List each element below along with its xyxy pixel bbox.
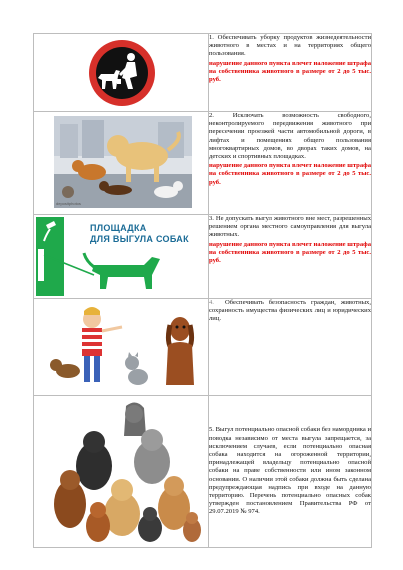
text-cell [209,215,372,299]
watermark-text: depositphotos [56,201,81,206]
text-cell [209,112,372,215]
sign-subtitle: ДЛЯ ВЫГУЛА СОБАК [90,234,189,244]
dogs-on-street-illustration [34,112,208,214]
image-cell [34,112,209,215]
pick-up-after-dog-icon [34,34,208,111]
table-row [34,34,372,112]
rule-text: 3. Не допускать выгул животного вне мест, разрешенных решением органа местного самоуправления для выгула животных. [209,215,371,239]
penalty-text: нарушение данного пункта влечет наложение штрафа на собственника животного в размере от 2 до 5 тыс. руб. [209,162,371,186]
text-cell [209,299,372,396]
rule-text [209,299,371,324]
rule-text: 1. Обеспечивать уборку продуктов жизнедеятельности животного в местах и на территориях общего пользования. [209,34,371,58]
people-and-pets-illustration [34,299,208,395]
dangerous-dog-breeds-illustration [34,396,208,547]
table-row [34,215,372,299]
table-row [34,299,372,396]
text-cell [209,396,372,548]
rule-text: 5. Выгул потенциально опасной собаки без намордника и поводка независимо от места выгула запрещается, за исключением случаев, если потенциально опасная собака находится на огороженной территории, принадлежащей владельцу потенциально опасной собаки на праве собственности или ином законном основании. О наличии этой собаки должна быть сделана предупреждающая надпись при входе на данную территорию. Перечень потенциально опасных собак утвержден постановлением Правительства РФ от 29.07.2019 № 974. [209,426,371,516]
rule-body: Обеспечивать безопасность граждан, животных, сохранность имущества физических лиц и юридических лиц. [209,299,371,323]
image-cell [34,34,209,112]
penalty-text: нарушение данного пункта влечет наложение штрафа на собственника животного в размере от 2 до 5 тыс. руб. [209,59,371,84]
rule-text: 2. Исключать возможность свободного, неконтролируемого передвижения животного при пересечении проезжей части автомобильной дороги, в лифтах и помещениях общего пользования многоквартирных домов, во дворах таких домов, на детских и спортивных площадках. [209,112,371,161]
table-row [34,396,372,548]
sign-title: ПЛОЩАДКА [90,223,147,233]
image-cell [34,215,209,299]
text-cell [209,34,372,112]
image-cell [34,299,209,396]
dog-park-sign [34,215,208,298]
rules-table [33,33,372,548]
image-cell [34,396,209,548]
table-row [34,112,372,215]
rule-number: 4. [209,299,214,306]
penalty-text: нарушение данного пункта влечет наложение штрафа на собственника животного в размере от 2 до 5 тыс. руб. [209,240,371,265]
